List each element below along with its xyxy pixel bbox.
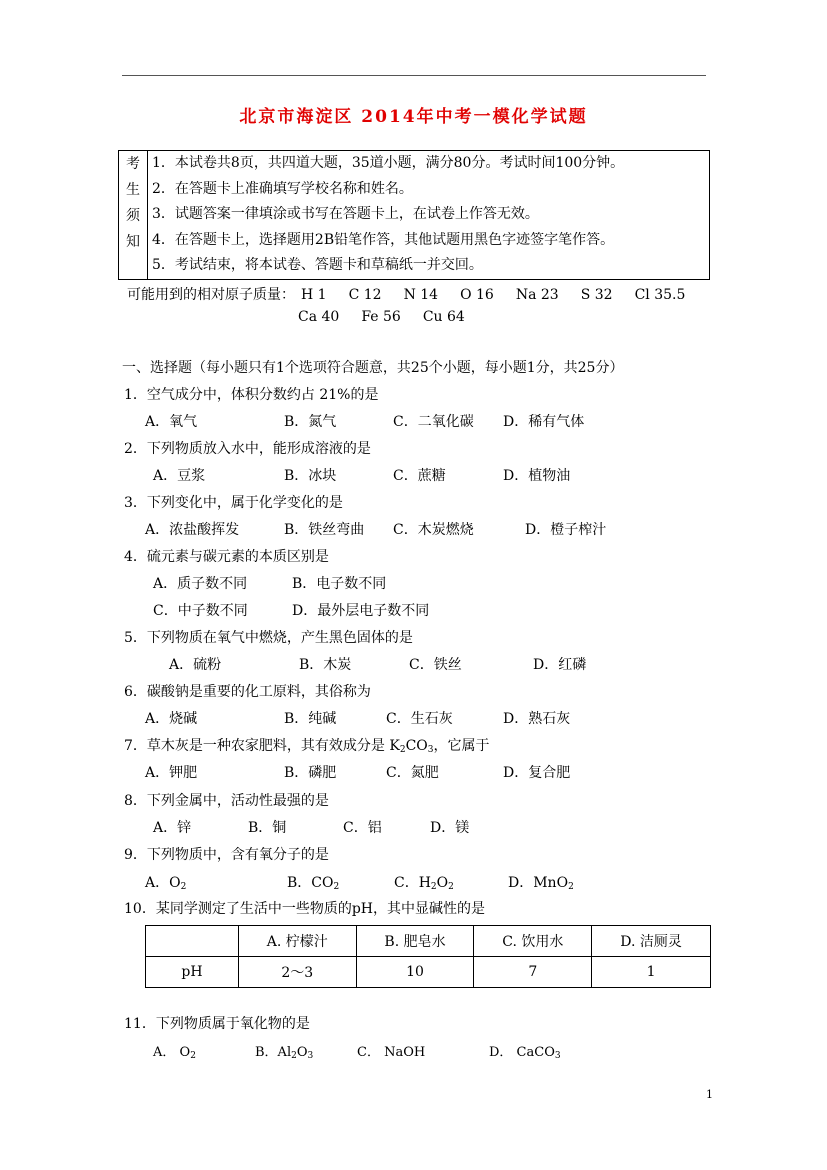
question-option: A．质子数不同 <box>153 576 248 592</box>
question-option: A．浓盐酸挥发 <box>145 522 240 538</box>
question-option: C．铝 <box>343 820 382 836</box>
subscript: 3 <box>427 745 434 755</box>
ph-table-cell: 10 <box>356 957 474 988</box>
question-option: A． $O_2$ <box>153 1045 196 1061</box>
notice-heading-char: 须 <box>126 208 140 224</box>
question-stem: 1．空气成分中，体积分数约占 21%的是 <box>124 387 379 403</box>
question-option: D．MnO$_2$ <box>508 875 574 892</box>
question-option: D．镁 <box>430 820 470 836</box>
ph-table <box>145 925 711 988</box>
option-text: A． O <box>153 1045 191 1060</box>
question-option: C．中子数不同 <box>153 603 248 619</box>
question-option: A．氧气 <box>145 414 198 430</box>
exam-notice-table <box>118 150 710 280</box>
notice-heading-char: 考 <box>126 156 140 172</box>
question-option: C．蔗糖 <box>393 468 446 484</box>
question-option: B．铁丝弯曲 <box>284 522 365 538</box>
notice-heading <box>119 151 148 280</box>
atomic-mass-row-1 <box>127 284 707 304</box>
question-stem: 6．碳酸钠是重要的化工原料，其俗称为 <box>124 684 371 700</box>
ph-table-header: A. 柠檬汁 <box>239 926 357 957</box>
notice-heading-char: 生 <box>126 182 140 198</box>
atomic-mass: Na 23 <box>515 287 559 303</box>
option-text: D．MnO <box>508 875 569 891</box>
question-option: A．钾肥 <box>145 765 198 781</box>
question-option: D．植物油 <box>503 468 571 484</box>
ph-table-header: D. 洁厕灵 <box>592 926 711 957</box>
atomic-mass-label: 可能用到的相对原子质量： <box>127 287 295 303</box>
question-option: B．电子数不同 <box>292 576 387 592</box>
question-option: C．二氧化碳 <box>393 414 474 430</box>
question-option: B．氮气 <box>284 414 337 430</box>
question-option: B．磷肥 <box>284 765 337 781</box>
question-option: D．橙子榨汁 <box>525 522 607 538</box>
question-option: D．稀有气体 <box>503 414 585 430</box>
ph-table-header: B. 肥皂水 <box>356 926 474 957</box>
section-heading: 一、选择题（每小题只有1个选项符合题意，共25个小题，每小题1分，共25分） <box>122 360 624 376</box>
notice-item: 5．考试结束，将本试卷、答题卡和草稿纸一并交回。 <box>152 257 483 273</box>
question-stem: 11．下列物质属于氧化物的是 <box>124 1016 310 1032</box>
ph-table-cell: 2～3 <box>239 957 357 988</box>
question-option: C．生石灰 <box>386 711 453 727</box>
question-option: B．$CO_2$ <box>287 875 340 892</box>
question-stem: 8．下列金属中，活动性最强的是 <box>124 793 329 809</box>
ph-table-header: C. 饮用水 <box>474 926 592 957</box>
question-option: C．氮肥 <box>386 765 439 781</box>
atomic-mass: Cu 64 <box>422 309 465 325</box>
atomic-mass: N 14 <box>403 287 439 303</box>
stem-text: 7．草木灰是一种农家肥料，其有效成分是 K <box>124 738 400 754</box>
question-stem: 5．下列物质在氧气中燃烧，产生黑色固体的是 <box>124 630 413 646</box>
question-option: A．$O_2$ <box>145 875 187 892</box>
atomic-mass: H 1 <box>301 287 327 303</box>
question-option: D．熟石灰 <box>503 711 571 727</box>
notice-item: 2．在答题卡上准确填写学校名称和姓名。 <box>152 180 413 197</box>
notice-items <box>148 151 710 280</box>
question-stem: 3．下列变化中，属于化学变化的是 <box>124 495 343 511</box>
page-title: 北京市海淀区 2014年中考一模化学试题 <box>239 107 588 127</box>
stem-text: ，它属于 <box>433 738 490 754</box>
question-option: B．冰块 <box>284 468 337 484</box>
question-stem: 2．下列物质放入水中，能形成溶液的是 <box>124 441 371 457</box>
question-option: A．锌 <box>153 820 192 836</box>
notice-item: 3．试题答案一律填涂或书写在答题卡上，在试卷上作答无效。 <box>152 206 539 222</box>
question-option: A．烧碱 <box>145 711 198 727</box>
option-text: D． CaCO <box>489 1045 555 1060</box>
question-stem: 9．下列物质中，含有氧分子的是 <box>124 847 329 863</box>
option-text: B．CO <box>287 875 334 891</box>
ph-table-cell: 7 <box>474 957 592 988</box>
question-stem: 4．硫元素与碳元素的本质区别是 <box>124 549 329 565</box>
question-option: A．硫粉 <box>169 657 222 673</box>
question-option: C．铁丝 <box>409 657 462 673</box>
notice-item: 1．本试卷共8页，共四道大题，35道小题，满分80分。考试时间100分钟。 <box>152 155 625 171</box>
atomic-mass-row-2 <box>298 309 487 325</box>
atomic-mass: C 12 <box>348 287 382 303</box>
atomic-mass: Ca 40 <box>298 309 340 325</box>
stem-text: CO <box>405 738 428 754</box>
option-text: A．O <box>145 875 181 891</box>
question-option: B．木炭 <box>299 657 352 673</box>
page-number: 1 <box>706 1088 713 1101</box>
header-rule <box>122 75 706 76</box>
notice-heading-char: 知 <box>126 234 140 250</box>
question-option: A．豆浆 <box>153 468 206 484</box>
question-option: C． NaOH <box>357 1045 426 1060</box>
subscript: 2 <box>399 745 406 755</box>
ph-table-cell: 1 <box>592 957 711 988</box>
atomic-mass: O 16 <box>460 287 494 303</box>
option-text: B．Al <box>255 1045 292 1060</box>
question-option: D．红磷 <box>533 657 587 673</box>
ph-table-cell: pH <box>146 957 239 988</box>
question-option: B．$Al_2O_3$ <box>255 1045 314 1061</box>
question-stem <box>124 735 490 755</box>
question-option: C．木炭燃烧 <box>393 522 474 538</box>
question-option: D．复合肥 <box>503 765 571 781</box>
atomic-mass: Cl 35.5 <box>634 287 686 303</box>
atomic-mass: S 32 <box>580 287 613 303</box>
atomic-mass: Fe 56 <box>361 309 401 325</box>
option-text: C．H <box>394 875 431 891</box>
question-option: D．最外层电子数不同 <box>292 603 430 619</box>
question-option: D． CaCO$_3$ <box>489 1045 561 1061</box>
question-option: C．$H_2O_2$ <box>394 875 454 892</box>
question-stem: 10．某同学测定了生活中一些物质的pH，其中显碱性的是 <box>124 901 485 917</box>
question-option: B．铜 <box>248 820 287 836</box>
notice-item: 4．在答题卡上，选择题用2B铅笔作答，其他试题用黑色字迹签字笔作答。 <box>152 231 615 248</box>
ph-table-header <box>146 926 239 957</box>
question-option: B．纯碱 <box>284 711 337 727</box>
